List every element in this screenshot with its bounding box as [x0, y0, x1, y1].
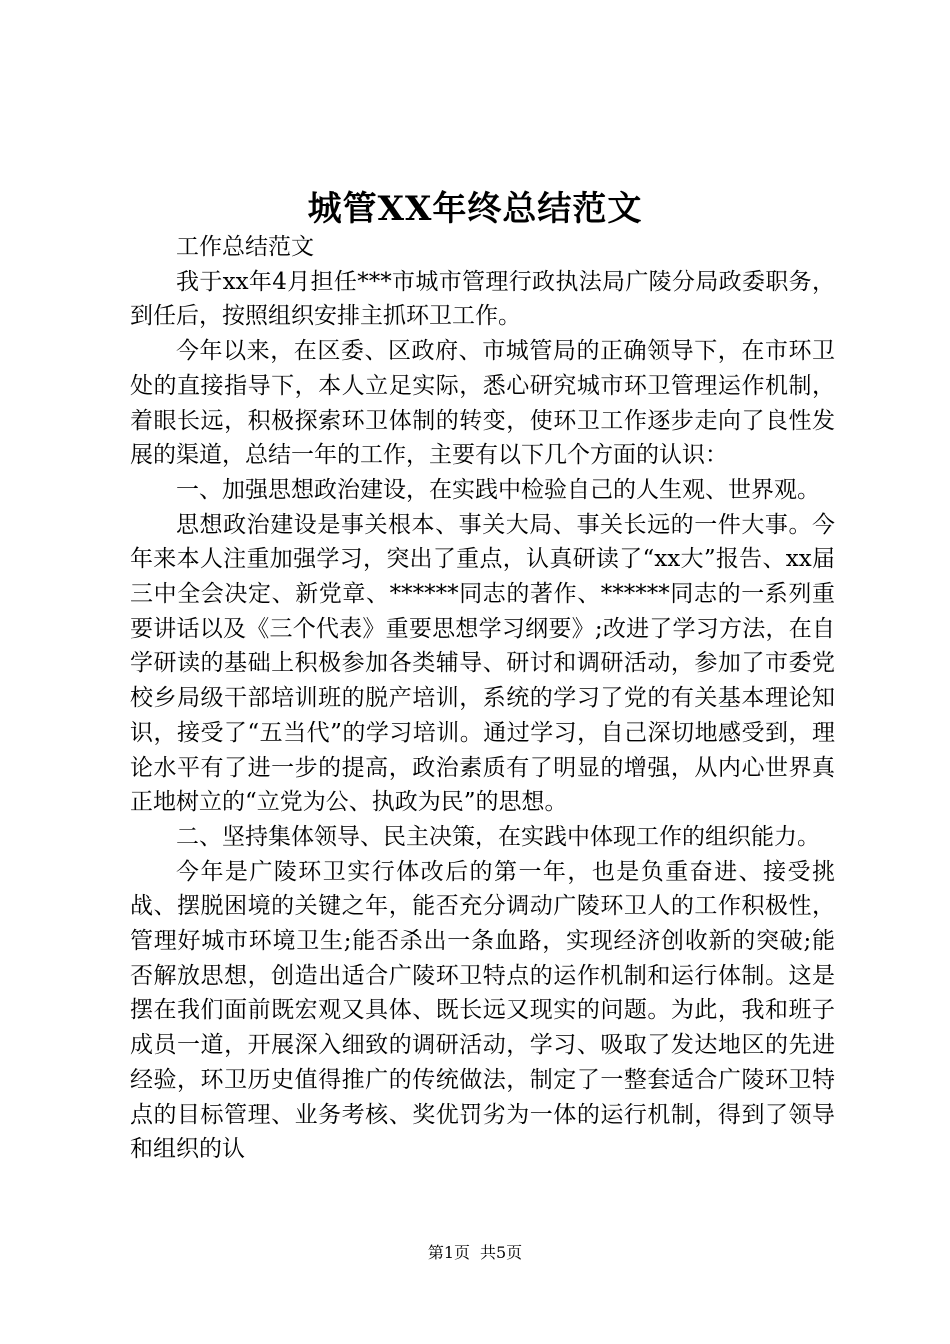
page-total: 共5页: [480, 1243, 523, 1262]
body-paragraph: 思想政治建设是事关根本、事关大局、事关长远的一件大事。今年来本人注重加强学习，突出了重点，认真研读了“xx大”报告、xx届三中全会决定、新党章、******同志的著作、******同志的一系列重要讲话以及《三个代表》重要思想学习纲要》;改进了学习方法，在自学研读的基础上积极参加各类辅导、研讨和调研活动，参加了市委党校乡局级干部培训班的脱产培训，系统的学习了党的有关基本理论知识，接受了“五当代”的学习培训。通过学习，自己深切地感受到，理论水平有了进一步的提高，政治素质有了明显的增强，从内心世界真正地树立的“立党为公、执政为民”的思想。: [130, 511, 835, 816]
page-footer: [0, 1242, 950, 1264]
page-number: 第1页: [427, 1243, 470, 1262]
section-heading-2: 二、坚持集体领导、民主决策，在实践中体现工作的组织能力。: [176, 823, 820, 850]
document-title: 城管XX年终总结范文: [307, 189, 643, 229]
body-paragraph: 工作总结范文: [176, 234, 314, 260]
section-heading-1: 一、加强思想政治建设，在实践中检验自己的人生观、世界观。: [176, 476, 820, 503]
document-body: [130, 230, 835, 1167]
body-paragraph: 今年以来，在区委、区政府、市城管局的正确领导下，在市环卫处的直接指导下，本人立足实际，悉心研究城市环卫管理运作机制，着眼长远，积极探索环卫体制的转变，使环卫工作逐步走向了良性发展的渠道，总结一年的工作，主要有以下几个方面的认识：: [130, 338, 835, 469]
body-paragraph: 今年是广陵环卫实行体改后的第一年，也是负重奋进、接受挑战、摆脱困境的关键之年，能否充分调动广陵环卫人的工作积极性，管理好城市环境卫生;能否杀出一条血路，实现经济创收新的突破;能否解放思想，创造出适合广陵环卫特点的运作机制和运行体制。这是摆在我们面前既宏观又具体、既长远又现实的问题。为此，我和班子成员一道，开展深入细致的调研活动，学习、吸取了发达地区的先进经验，环卫历史值得推广的传统做法，制定了一整套适合广陵环卫特点的目标管理、业务考核、奖优罚劣为一体的运行机制，得到了领导和组织的认: [130, 858, 835, 1163]
body-paragraph: 我于xx年4月担任***市城市管理行政执法局广陵分局政委职务，到任后，按照组织安排主抓环卫工作。: [130, 268, 835, 330]
